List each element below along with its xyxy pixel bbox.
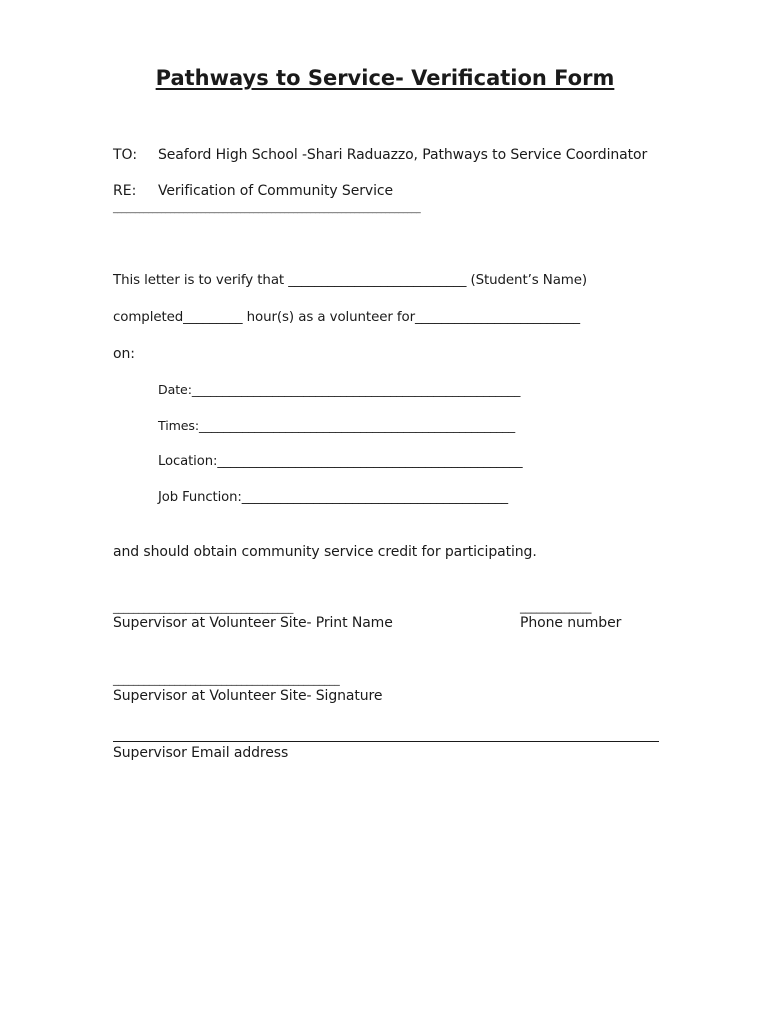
verify-student-line[interactable]: This letter is to verify that ___________________________ (Student’s Name) — [113, 273, 588, 288]
phone-label: Phone number — [520, 615, 622, 631]
signature-label: Supervisor at Volunteer Site- Signature — [113, 688, 383, 704]
on-label: on: — [113, 346, 135, 362]
print-name-label: Supervisor at Volunteer Site- Print Name — [113, 615, 393, 631]
job-function-field-line[interactable]: Job Function:_________________________________________ — [158, 490, 508, 505]
print-name-blank[interactable]: ___________________________________ — [113, 602, 294, 614]
to-label: TO: — [113, 147, 138, 163]
to-recipient: Seaford High School -Shari Raduazzo, Pathways to Service Coordinator — [158, 147, 648, 163]
location-field-line[interactable]: Location:_______________________________________________ — [158, 454, 523, 469]
phone-blank[interactable]: _____________ — [520, 601, 592, 614]
re-subject: Verification of Community Service — [158, 183, 393, 199]
email-label: Supervisor Email address — [113, 745, 289, 761]
credit-statement: and should obtain community service credit for participating. — [113, 544, 537, 560]
re-label: RE: — [113, 183, 137, 199]
header-separator-line: ______________________________________________________________________ — [113, 203, 421, 214]
email-signature-rule[interactable] — [113, 741, 659, 742]
times-field-line[interactable]: Times:___________________________________________________ — [158, 418, 516, 433]
form-title — [0, 64, 770, 92]
completed-hours-line[interactable]: completed_________ hour(s) as a volunteer for_________________________ — [113, 310, 580, 325]
form-title-text: Pathways to Service- Verification Form — [155, 66, 615, 90]
signature-blank[interactable]: ____________________________________________ — [113, 674, 340, 686]
date-field-line[interactable]: Date:_____________________________________________________ — [158, 382, 521, 397]
